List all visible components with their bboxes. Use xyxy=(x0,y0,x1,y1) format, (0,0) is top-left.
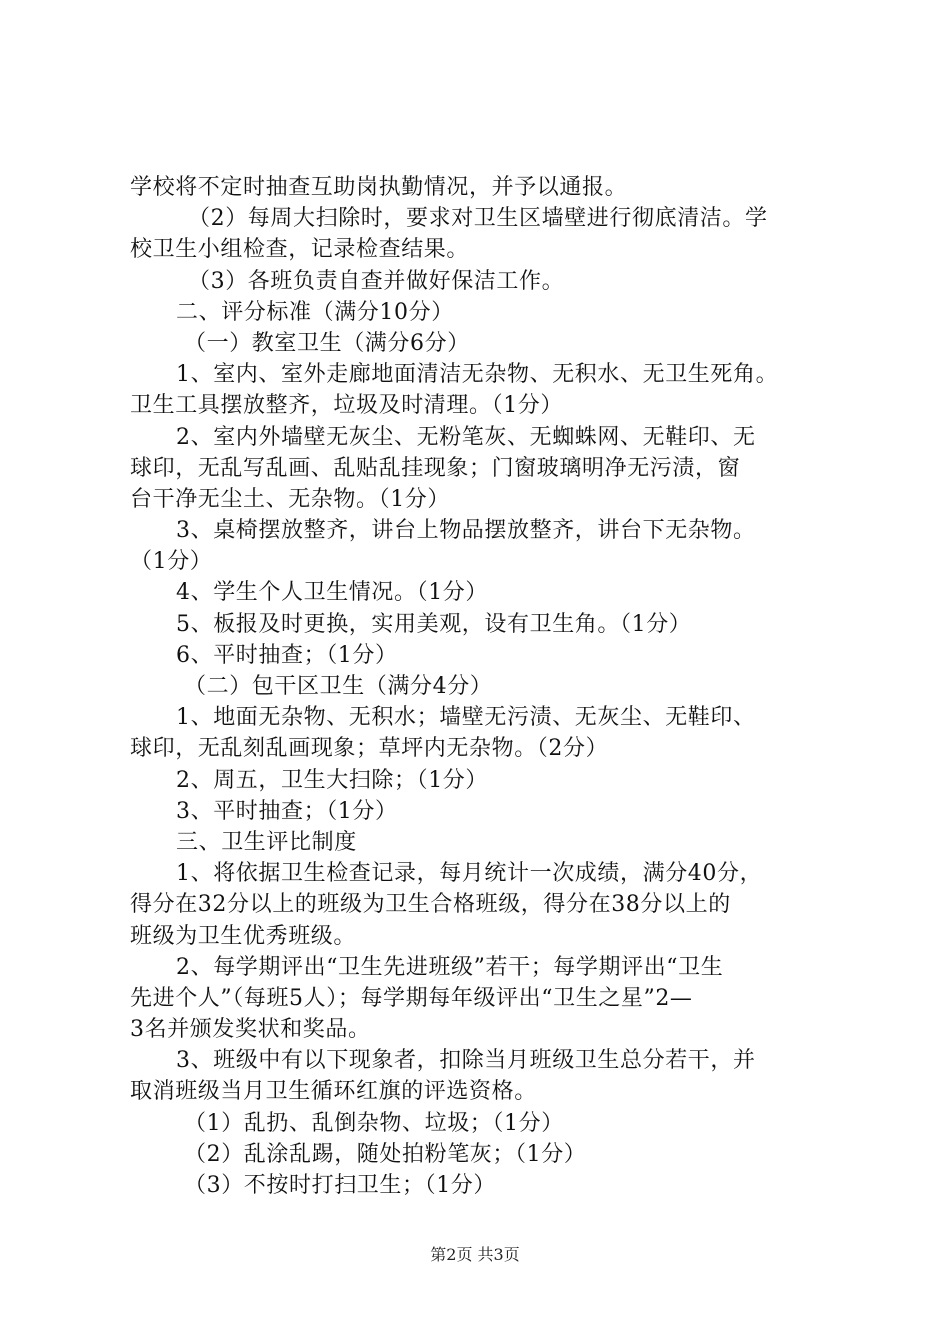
text-line: 学校将不定时抽查互助岗执勤情况，并予以通报。 xyxy=(130,175,628,200)
text-line: （一）教室卫生（满分6分） xyxy=(184,330,470,356)
text-line: 三、卫生评比制度 xyxy=(176,829,357,855)
text-line: 班级为卫生优秀班级。 xyxy=(130,923,357,949)
text-line: （3）不按时打扫卫生；（1分） xyxy=(184,1173,496,1198)
text-line: （1）乱扔、乱倒杂物、垃圾；（1分） xyxy=(184,1110,564,1136)
text-line: （2）每周大扫除时，要求对卫生区墙壁进行彻底清洁。学 xyxy=(188,206,768,232)
text-line: 2、室内外墙壁无灰尘、无粉笔灰、无蜘蛛网、无鞋印、无 xyxy=(176,424,756,450)
text-line: 取消班级当月卫生循环红旗的评选资格。 xyxy=(130,1079,537,1105)
text-line: 3、班级中有以下现象者，扣除当月班级卫生总分若干，并 xyxy=(176,1048,756,1074)
text-line: 3、平时抽查；（1分） xyxy=(176,798,398,824)
text-line: （二）包干区卫生（满分4分） xyxy=(184,674,493,699)
text-line: （3）各班负责自查并做好保洁工作。 xyxy=(188,268,565,294)
text-line: 3、桌椅摆放整齐，讲台上物品摆放整齐，讲台下无杂物。 xyxy=(176,518,756,544)
text-line: 1、室内、室外走廊地面清洁无杂物、无积水、无卫生死角。 xyxy=(176,362,779,388)
text-line: 台干净无尘土、无杂物。（1分） xyxy=(130,486,450,512)
text-line: 球印，无乱刻乱画现象；草坪内无杂物。（2分） xyxy=(130,736,609,762)
page-footer: 第2页 共3页 xyxy=(430,1245,520,1264)
text-line: 6、平时抽查；（1分） xyxy=(176,642,398,668)
text-line: 球印，无乱写乱画、乱贴乱挂现象；门窗玻璃明净无污渍，窗 xyxy=(130,455,741,481)
text-line: 得分在32分以上的班级为卫生合格班级，得分在38分以上的 xyxy=(130,892,731,918)
body-text xyxy=(130,172,850,1201)
text-line: 先进个人”（每班5人）；每学期每年级评出“卫生之星”2— xyxy=(130,985,693,1011)
text-line: 1、地面无杂物、无积水；墙壁无污渍、无灰尘、无鞋印、 xyxy=(176,705,756,731)
text-line: 4、学生个人卫生情况。（1分） xyxy=(176,580,488,606)
text-line: （1分） xyxy=(130,549,213,575)
text-line: 5、板报及时更换，实用美观，设有卫生角。（1分） xyxy=(176,611,692,637)
text-line: 校卫生小组检查，记录检查结果。 xyxy=(130,237,470,263)
text-line: （2）乱涂乱踢，随处拍粉笔灰；（1分） xyxy=(184,1141,587,1167)
text-line: 2、每学期评出“卫生先进班级”若干；每学期评出“卫生 xyxy=(176,954,724,980)
text-line: 卫生工具摆放整齐，垃圾及时清理。（1分） xyxy=(130,393,563,419)
text-line: 2、周五，卫生大扫除；（1分） xyxy=(176,767,488,793)
text-line: 1、将依据卫生检查记录，每月统计一次成绩，满分40分， xyxy=(176,861,763,887)
text-line: 3名并颁发奖状和奖品。 xyxy=(130,1017,371,1043)
text-line: 二、评分标准（满分10分） xyxy=(176,299,454,325)
